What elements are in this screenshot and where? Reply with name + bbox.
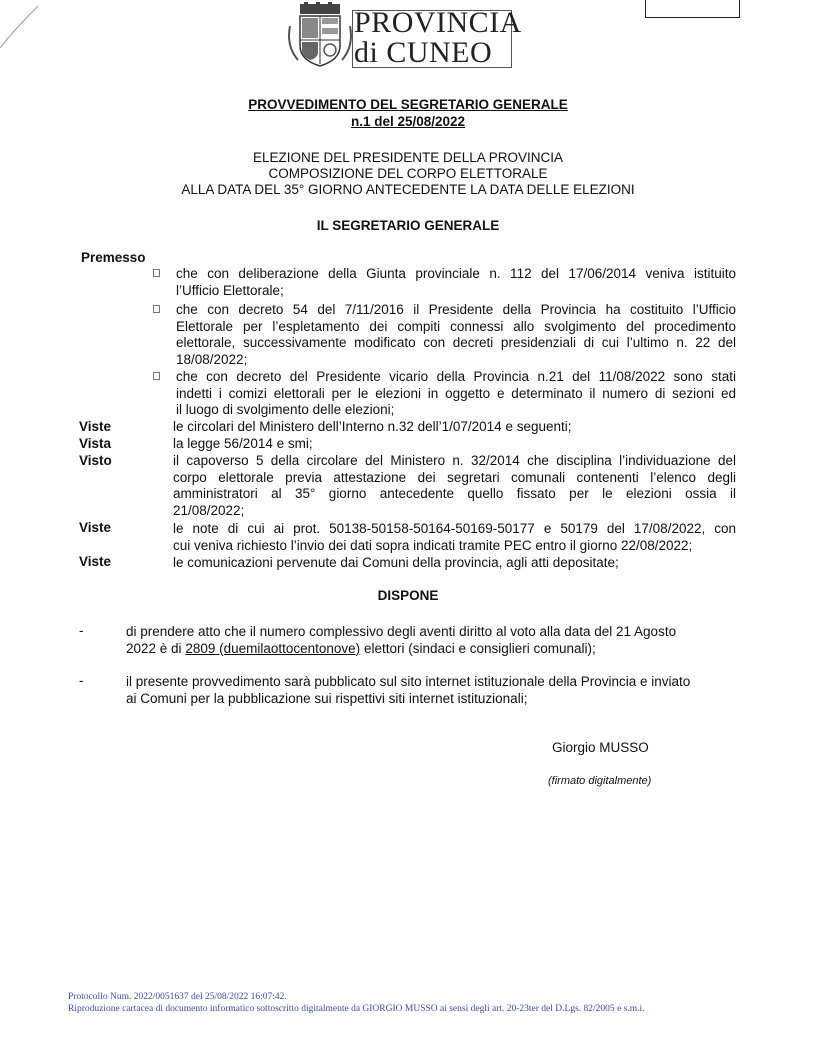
elector-count: 2809 (duemilaottocentonove) [185, 640, 361, 656]
checkbox-bullet-icon [153, 305, 160, 313]
premesso-line: l’Ufficio Elettorale; [176, 282, 284, 298]
dispone-item [126, 624, 736, 657]
consideration-label: Visto [79, 453, 112, 468]
consideration-line: le comunicazioni pervenute dai Comuni della provincia, agli atti depositate; [173, 555, 619, 570]
dispone-line: di prendere atto che il numero complessivo degli aventi diritto al voto alla data del 21 Agosto [126, 624, 677, 639]
consideration-line: corpo elettorale previa attestazione dei segretari comunali contenenti l’elenco degli [173, 469, 736, 485]
premesso-line: che con decreto 54 del 7/11/2016 il Presidente della Provincia ha costituito l’Ufficio [176, 302, 736, 317]
consideration-line: 21/08/2022; [173, 502, 245, 518]
consideration-text [173, 555, 736, 572]
document-title: PROVVEDIMENTO DEL SEGRETARIO GENERALE [248, 97, 568, 112]
consideration-text [173, 419, 736, 436]
document-number: n.1 del 25/08/2022 [350, 114, 466, 129]
list-dash: - [79, 673, 84, 688]
checkbox-bullet-icon [153, 269, 160, 277]
digital-signature-note: (firmato digitalmente) [548, 775, 652, 787]
dispone-line: il presente provvedimento sarà pubblicato sul sito internet istituzionale della Provincia e inviato [126, 674, 691, 689]
subject-line-2: COMPOSIZIONE DEL CORPO ELETTORALE [268, 166, 548, 181]
consideration-line: amministratori al 35° giorno antecedente quello fissato per le elezioni ossia il [173, 486, 736, 501]
dispone-item [126, 674, 736, 707]
consideration-line: la legge 56/2014 e smi; [173, 436, 313, 451]
consideration-label: Vista [79, 436, 112, 451]
consideration-label: Viste [79, 419, 112, 434]
dispone-line: ai Comuni per la pubblicazione sui rispettivi siti internet istituzionali; [126, 690, 528, 706]
premesso-label: Premesso [81, 250, 146, 265]
consideration-line: il capoverso 5 della circolare del Ministero n. 32/2014 che disciplina l’individuazione del [173, 453, 736, 468]
premesso-line: che con deliberazione della Giunta provinciale n. 112 del 17/06/2014 veniva istituito [176, 266, 736, 281]
consideration-label: Viste [79, 520, 112, 535]
list-dash: - [79, 623, 84, 638]
premesso-line: indetti i comizi elettorali per le elezioni in oggetto e determinato il numero di sezioni ed [176, 385, 736, 401]
consideration-text [173, 453, 736, 519]
consideration-text [173, 436, 736, 453]
consideration-text [173, 521, 736, 554]
dispone-line [126, 641, 736, 658]
reproduction-notice: Riproduzione cartacea di documento informatico sottoscritto digitalmente da GIORGIO MUSSO ai sensi degli art. 20-23ter del D.Lgs. 82/2005 e s.m.i. [68, 1004, 645, 1014]
dispone-text: 2022 è di [126, 640, 186, 656]
premesso-line: il luogo di svolgimento delle elezioni; [176, 402, 395, 417]
premesso-line: che con decreto del Presidente vicario della Provincia n.21 del 11/08/2022 sono stati [176, 369, 736, 384]
consideration-label: Viste [79, 554, 112, 569]
protocol-footer-line: Protocollo Num. 2022/0051637 del 25/08/2022 16:07:42. [68, 992, 287, 1002]
premesso-item [176, 302, 736, 368]
subject-line-1: ELEZIONE DEL PRESIDENTE DELLA PROVINCIA [252, 150, 564, 165]
dispone-text: elettori (sindaci e consiglieri comunali); [360, 640, 596, 656]
protocol-number-text [679, 0, 707, 1]
signatory-name: Giorgio MUSSO [552, 740, 649, 755]
letterhead-logo [286, 0, 522, 72]
premesso-line: elettorale, successivamente modificato con decreti presidenziali di cui l’ultimo n. 22 del [176, 335, 736, 350]
scan-edge-mark [0, 0, 40, 50]
consideration-line: le note di cui ai prot. 50138-50158-50164-50169-50177 e 50179 del 17/08/2022, con [173, 521, 736, 536]
premesso-line: 18/08/2022; [176, 351, 248, 367]
coat-of-arms-icon [286, 2, 354, 68]
protocol-number-box [645, 0, 740, 18]
authority-heading: IL SEGRETARIO GENERALE [316, 218, 500, 233]
consideration-line: cui veniva richiesto l’invio dei dati sopra indicati tramite PEC entro il giorno 22/08/2022; [173, 537, 693, 553]
dispone-heading: DISPONE [377, 588, 439, 603]
premesso-line: Elettorale per l’espletamento dei compiti connessi allo svolgimento del procedimento [176, 318, 736, 334]
premesso-item [176, 369, 736, 419]
checkbox-bullet-icon [153, 372, 160, 380]
org-name-line2: di CUNEO [354, 36, 493, 69]
subject-line-3: ALLA DATA DEL 35° GIORNO ANTECEDENTE LA DATA DELLE ELEZIONI [181, 182, 635, 197]
org-name-line1: PROVINCIA [354, 6, 522, 39]
premesso-item [176, 266, 736, 299]
consideration-line: le circolari del Ministero dell’Interno n.32 dell’1/07/2014 e seguenti; [173, 419, 572, 434]
